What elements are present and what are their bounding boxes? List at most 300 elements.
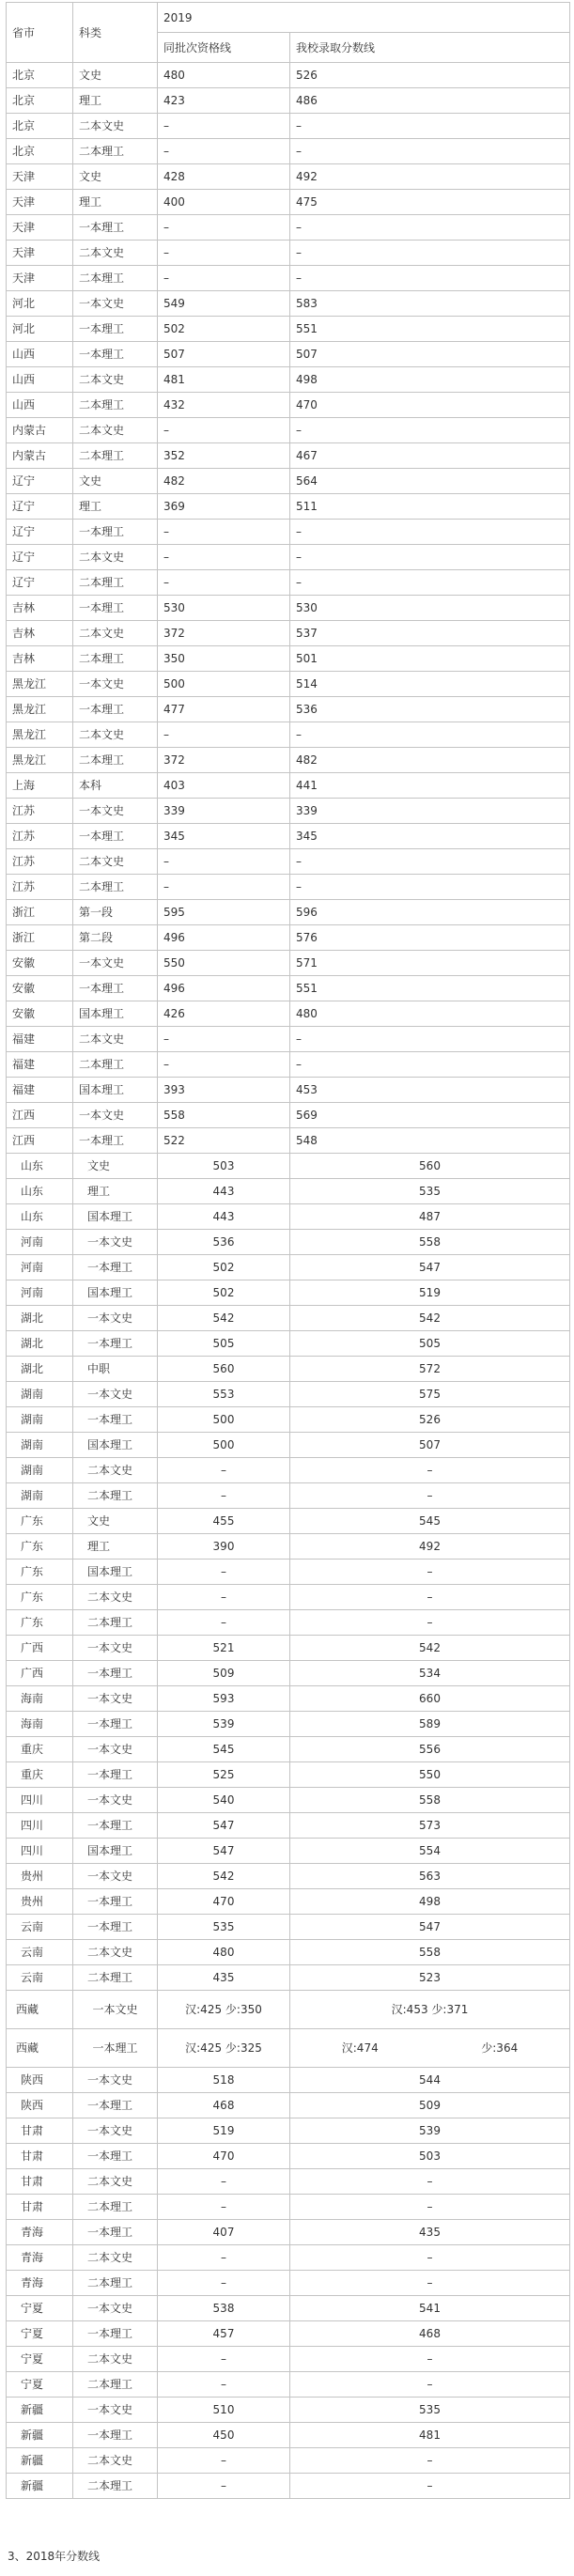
cell-province: 江苏: [7, 849, 73, 875]
cell-admission-line: 548: [290, 1128, 570, 1154]
cell-admission-line: 576: [290, 925, 570, 951]
cell-batch-line: 507: [158, 342, 290, 367]
cell-admission-line: 535: [290, 1179, 570, 1204]
cell-province: 湖南: [7, 1407, 73, 1433]
cell-admission-line: 535: [290, 2398, 570, 2423]
cell-category: 二本理工: [73, 1610, 158, 1636]
cell-province: 山东: [7, 1154, 73, 1179]
cell-province: 湖北: [7, 1331, 73, 1357]
table-row: [7, 164, 570, 190]
cell-province: 山东: [7, 1179, 73, 1204]
cell-category: 理工: [73, 1179, 158, 1204]
cell-province: 云南: [7, 1915, 73, 1940]
table-row: [7, 1103, 570, 1128]
cell-batch-line: –: [158, 1483, 290, 1509]
cell-category: 一本文史: [73, 2398, 158, 2423]
score-table-container: [6, 2, 569, 2499]
cell-batch-line: –: [158, 2448, 290, 2474]
cell-province: 湖南: [7, 1458, 73, 1483]
table-row: [7, 63, 570, 88]
table-row: [7, 1433, 570, 1458]
table-row: [7, 1762, 570, 1788]
table-row: [7, 748, 570, 773]
cell-category: 一本文史: [73, 1686, 158, 1712]
table-row: [7, 1255, 570, 1280]
cell-admission-line: –: [290, 722, 570, 748]
cell-batch-line: 470: [158, 2144, 290, 2169]
cell-admission-line: –: [290, 1027, 570, 1052]
cell-batch-line: –: [158, 1052, 290, 1078]
cell-category: 二本文史: [73, 2347, 158, 2372]
cell-province: 陕西: [7, 2068, 73, 2093]
table-row: [7, 1534, 570, 1560]
cell-admission-line: 660: [290, 1686, 570, 1712]
cell-batch-line: –: [158, 114, 290, 139]
cell-admission-line: 468: [290, 2321, 570, 2347]
table-row: [7, 2474, 570, 2499]
cell-category: 一本理工: [73, 520, 158, 545]
cell-category: 二本理工: [73, 139, 158, 164]
cell-category: 文史: [73, 63, 158, 88]
cell-admission-line: 551: [290, 976, 570, 1001]
table-section-centered-tail: [7, 2068, 570, 2499]
cell-batch-line: 500: [158, 1407, 290, 1433]
cell-admission-line: 550: [290, 1762, 570, 1788]
cell-admission-line: 453: [290, 1078, 570, 1103]
cell-batch-line: 470: [158, 1889, 290, 1915]
cell-admission-line: –: [290, 1610, 570, 1636]
cell-category: 一本理工: [73, 1331, 158, 1357]
table-row: [7, 2271, 570, 2296]
cell-admission-line: 539: [290, 2118, 570, 2144]
cell-category: 一本理工: [73, 215, 158, 241]
cell-category: 国本理工: [73, 1204, 158, 1230]
cell-province: 安徽: [7, 951, 73, 976]
cell-province: 广西: [7, 1636, 73, 1661]
cell-admission-line: [290, 2029, 570, 2068]
cell-admission-line: 571: [290, 951, 570, 976]
cell-category: 一本理工: [73, 1762, 158, 1788]
cell-category: 二本文史: [73, 2169, 158, 2195]
cell-batch-line: –: [158, 2271, 290, 2296]
table-row: [7, 1331, 570, 1357]
cell-category: 一本文史: [73, 1103, 158, 1128]
cell-category: 一本理工: [73, 342, 158, 367]
cell-province: 四川: [7, 1813, 73, 1839]
cell-category: 国本理工: [73, 1839, 158, 1864]
cell-province: 天津: [7, 164, 73, 190]
header-province: 省市: [7, 3, 73, 63]
cell-category: 文史: [73, 1154, 158, 1179]
cell-admission-line: 526: [290, 63, 570, 88]
table-row: [7, 1686, 570, 1712]
cell-admission-line: 558: [290, 1230, 570, 1255]
cell-batch-line: 549: [158, 291, 290, 317]
cell-admission-line: –: [290, 2245, 570, 2271]
table-row: [7, 1509, 570, 1534]
cell-category: 二本理工: [73, 266, 158, 291]
cell-batch-line: 汉:425 少:350: [158, 1991, 290, 2029]
table-row: [7, 2144, 570, 2169]
cell-category: 一本文史: [73, 2118, 158, 2144]
cell-batch-line: 502: [158, 1255, 290, 1280]
cell-category: 二本文史: [73, 1585, 158, 1610]
cell-batch-line: –: [158, 2169, 290, 2195]
cell-province: 新疆: [7, 2474, 73, 2499]
cell-batch-line: 423: [158, 88, 290, 114]
cell-batch-line: –: [158, 2474, 290, 2499]
cell-admission-line: –: [290, 114, 570, 139]
table-row: [7, 1001, 570, 1027]
cell-province: 吉林: [7, 646, 73, 672]
cell-province: 青海: [7, 2271, 73, 2296]
cell-province: 安徽: [7, 1001, 73, 1027]
cell-province: 贵州: [7, 1864, 73, 1889]
cell-batch-line: 560: [158, 1357, 290, 1382]
cell-category: 一本文史: [73, 2296, 158, 2321]
cell-category: 一本理工: [73, 697, 158, 722]
cell-batch-line: –: [158, 722, 290, 748]
cell-province: 云南: [7, 1965, 73, 1991]
cell-category: 二本文史: [73, 114, 158, 139]
table-row: [7, 1889, 570, 1915]
cell-category: 一本文史: [73, 672, 158, 697]
cell-admission-line: 345: [290, 824, 570, 849]
cell-province: 上海: [7, 773, 73, 799]
cell-province: 青海: [7, 2245, 73, 2271]
cell-category: 一本文史: [73, 1737, 158, 1762]
cell-admission-line: 505: [290, 1331, 570, 1357]
cell-category: 一本理工: [73, 1255, 158, 1280]
cell-batch-line: 369: [158, 494, 290, 520]
cell-province: 黑龙江: [7, 722, 73, 748]
cell-batch-line: 539: [158, 1712, 290, 1737]
table-row: [7, 1636, 570, 1661]
cell-province: 四川: [7, 1788, 73, 1813]
table-row: [7, 697, 570, 722]
cell-batch-line: –: [158, 1027, 290, 1052]
cell-province: 江西: [7, 1128, 73, 1154]
cell-category: 一本理工: [73, 1889, 158, 1915]
table-row: [7, 2296, 570, 2321]
cell-category: 一本理工: [73, 1128, 158, 1154]
cell-province: 宁夏: [7, 2296, 73, 2321]
header-admission-line: 我校录取分数线: [290, 33, 570, 63]
cell-batch-line: –: [158, 1610, 290, 1636]
table-row: [7, 824, 570, 849]
cell-batch-line: 468: [158, 2093, 290, 2118]
cell-province: 河北: [7, 291, 73, 317]
cell-batch-line: –: [158, 215, 290, 241]
cell-batch-line: 521: [158, 1636, 290, 1661]
table-row: [7, 773, 570, 799]
cell-category: 二本文史: [73, 1458, 158, 1483]
admission-minority-value: 少:364: [481, 2041, 519, 2055]
cell-admission-line: –: [290, 1585, 570, 1610]
cell-province: 浙江: [7, 900, 73, 925]
cell-province: 青海: [7, 2220, 73, 2245]
cell-batch-line: –: [158, 1458, 290, 1483]
cell-admission-line: 509: [290, 2093, 570, 2118]
cell-province: 陕西: [7, 2093, 73, 2118]
cell-batch-line: 372: [158, 621, 290, 646]
cell-province: 新疆: [7, 2448, 73, 2474]
admission-han-value: 汉:474: [341, 2041, 379, 2055]
cell-batch-line: 450: [158, 2423, 290, 2448]
cell-batch-line: 536: [158, 1230, 290, 1255]
cell-admission-line: –: [290, 1458, 570, 1483]
cell-category: 一本文史: [73, 1382, 158, 1407]
cell-province: 辽宁: [7, 570, 73, 596]
table-row: [7, 88, 570, 114]
cell-category: 一本文史: [73, 1306, 158, 1331]
cell-batch-line: 558: [158, 1103, 290, 1128]
cell-category: 一本文史: [73, 799, 158, 824]
table-row: [7, 1813, 570, 1839]
cell-category: 二本理工: [73, 443, 158, 469]
cell-batch-line: 538: [158, 2296, 290, 2321]
cell-admission-line: 480: [290, 1001, 570, 1027]
table-row: [7, 1737, 570, 1762]
cell-admission-line: –: [290, 849, 570, 875]
cell-batch-line: 403: [158, 773, 290, 799]
header-category: 科类: [73, 3, 158, 63]
table-row: [7, 1027, 570, 1052]
table-row: [7, 1560, 570, 1585]
cell-batch-line: 480: [158, 1940, 290, 1965]
table-row: [7, 1661, 570, 1686]
table-section-tibet: [7, 1991, 570, 2068]
cell-batch-line: –: [158, 875, 290, 900]
cell-category: 二本理工: [73, 393, 158, 418]
cell-batch-line: 542: [158, 1306, 290, 1331]
cell-category: 二本文史: [73, 1027, 158, 1052]
cell-batch-line: –: [158, 2347, 290, 2372]
cell-admission-line: –: [290, 418, 570, 443]
cell-province: 西藏: [7, 2029, 73, 2068]
cell-province: 甘肃: [7, 2195, 73, 2220]
cell-admission-line: 554: [290, 1839, 570, 1864]
cell-batch-line: 477: [158, 697, 290, 722]
cell-province: 西藏: [7, 1991, 73, 2029]
cell-batch-line: 519: [158, 2118, 290, 2144]
cell-province: 内蒙古: [7, 418, 73, 443]
table-row: [7, 1154, 570, 1179]
cell-batch-line: 480: [158, 63, 290, 88]
cell-admission-line: –: [290, 520, 570, 545]
cell-province: 甘肃: [7, 2169, 73, 2195]
cell-province: 广东: [7, 1509, 73, 1534]
cell-province: 山西: [7, 342, 73, 367]
cell-admission-line: 530: [290, 596, 570, 621]
table-row: [7, 621, 570, 646]
cell-admission-line: 汉:453 少:371: [290, 1991, 570, 2029]
cell-admission-line: –: [290, 2372, 570, 2398]
table-row: [7, 1788, 570, 1813]
cell-batch-line: 428: [158, 164, 290, 190]
cell-province: 北京: [7, 63, 73, 88]
cell-province: 北京: [7, 114, 73, 139]
table-row: [7, 2347, 570, 2372]
table-row: [7, 672, 570, 697]
cell-category: 国本理工: [73, 1078, 158, 1103]
cell-batch-line: 443: [158, 1179, 290, 1204]
cell-admission-line: 435: [290, 2220, 570, 2245]
cell-province: 江苏: [7, 875, 73, 900]
cell-province: 内蒙古: [7, 443, 73, 469]
cell-province: 辽宁: [7, 520, 73, 545]
cell-category: 本科: [73, 773, 158, 799]
cell-category: 一本理工: [73, 1661, 158, 1686]
cell-batch-line: –: [158, 1560, 290, 1585]
table-row: [7, 2423, 570, 2448]
cell-category: 一本理工: [73, 1712, 158, 1737]
cell-province: 浙江: [7, 925, 73, 951]
cell-admission-line: 514: [290, 672, 570, 697]
cell-category: 一本理工: [73, 1407, 158, 1433]
cell-admission-line: 542: [290, 1636, 570, 1661]
cell-admission-line: 541: [290, 2296, 570, 2321]
cell-category: 一本理工: [73, 2423, 158, 2448]
table-row: [7, 2195, 570, 2220]
cell-admission-line: 503: [290, 2144, 570, 2169]
table-row: [7, 1357, 570, 1382]
cell-batch-line: 502: [158, 317, 290, 342]
table-row: [7, 291, 570, 317]
cell-category: 二本文史: [73, 849, 158, 875]
cell-admission-line: 583: [290, 291, 570, 317]
cell-category: 一本文史: [73, 951, 158, 976]
cell-admission-line: 544: [290, 2068, 570, 2093]
cell-province: 湖南: [7, 1382, 73, 1407]
cell-category: 二本理工: [73, 570, 158, 596]
table-row: [7, 2029, 570, 2068]
cell-province: 辽宁: [7, 545, 73, 570]
cell-category: 一本理工: [73, 596, 158, 621]
cell-category: 二本理工: [73, 2372, 158, 2398]
cell-admission-line: 564: [290, 469, 570, 494]
table-row: [7, 2093, 570, 2118]
cell-category: 一本文史: [73, 1636, 158, 1661]
cell-batch-line: 400: [158, 190, 290, 215]
cell-batch-line: 530: [158, 596, 290, 621]
cell-category: 理工: [73, 88, 158, 114]
cell-province: 河北: [7, 317, 73, 342]
cell-province: 贵州: [7, 1889, 73, 1915]
cell-category: 国本理工: [73, 1280, 158, 1306]
cell-category: 国本理工: [73, 1433, 158, 1458]
table-row: [7, 1052, 570, 1078]
cell-batch-line: 372: [158, 748, 290, 773]
score-table: [6, 2, 570, 2499]
cell-category: 二本文史: [73, 418, 158, 443]
cell-province: 黑龙江: [7, 672, 73, 697]
cell-category: 二本理工: [73, 2474, 158, 2499]
cell-category: 中职: [73, 1357, 158, 1382]
cell-province: 吉林: [7, 596, 73, 621]
cell-batch-line: 443: [158, 1204, 290, 1230]
cell-batch-line: –: [158, 418, 290, 443]
cell-province: 黑龙江: [7, 748, 73, 773]
cell-admission-line: –: [290, 1560, 570, 1585]
table-row: [7, 1839, 570, 1864]
cell-province: 海南: [7, 1686, 73, 1712]
table-row: [7, 1407, 570, 1433]
cell-admission-line: 482: [290, 748, 570, 773]
cell-admission-line: 501: [290, 646, 570, 672]
cell-batch-line: 496: [158, 976, 290, 1001]
cell-province: 福建: [7, 1052, 73, 1078]
cell-batch-line: 535: [158, 1915, 290, 1940]
cell-province: 新疆: [7, 2398, 73, 2423]
cell-batch-line: 345: [158, 824, 290, 849]
cell-admission-line: –: [290, 241, 570, 266]
cell-admission-line: –: [290, 266, 570, 291]
cell-province: 天津: [7, 215, 73, 241]
cell-batch-line: 518: [158, 2068, 290, 2093]
cell-province: 辽宁: [7, 469, 73, 494]
cell-batch-line: 435: [158, 1965, 290, 1991]
table-row: [7, 646, 570, 672]
table-row: [7, 2398, 570, 2423]
table-row: [7, 1991, 570, 2029]
cell-category: 二本理工: [73, 1965, 158, 1991]
cell-category: 一本理工: [73, 824, 158, 849]
cell-admission-line: 507: [290, 342, 570, 367]
cell-batch-line: 510: [158, 2398, 290, 2423]
header-batch-line: 同批次资格线: [158, 33, 290, 63]
cell-province: 北京: [7, 88, 73, 114]
table-row: [7, 2118, 570, 2144]
cell-batch-line: 550: [158, 951, 290, 976]
table-row: [7, 215, 570, 241]
table-row: [7, 2169, 570, 2195]
cell-category: 二本文史: [73, 2245, 158, 2271]
cell-batch-line: 350: [158, 646, 290, 672]
cell-admission-line: 551: [290, 317, 570, 342]
cell-batch-line: –: [158, 139, 290, 164]
cell-admission-line: 558: [290, 1940, 570, 1965]
cell-province: 吉林: [7, 621, 73, 646]
cell-admission-line: –: [290, 2271, 570, 2296]
cell-category: 二本理工: [73, 646, 158, 672]
section-heading-2018: 3、2018年分数线: [8, 2550, 101, 2563]
cell-admission-line: 475: [290, 190, 570, 215]
cell-batch-line: 393: [158, 1078, 290, 1103]
table-section-centered: [7, 1154, 570, 1991]
table-row: [7, 1280, 570, 1306]
table-row: [7, 1940, 570, 1965]
table-row: [7, 976, 570, 1001]
cell-admission-line: 558: [290, 1788, 570, 1813]
cell-admission-line: 536: [290, 697, 570, 722]
cell-province: 江苏: [7, 799, 73, 824]
table-row: [7, 418, 570, 443]
cell-admission-line: 542: [290, 1306, 570, 1331]
cell-province: 江西: [7, 1103, 73, 1128]
cell-province: 甘肃: [7, 2118, 73, 2144]
cell-batch-line: –: [158, 2245, 290, 2271]
cell-admission-line: –: [290, 1052, 570, 1078]
cell-admission-line: 339: [290, 799, 570, 824]
cell-batch-line: 352: [158, 443, 290, 469]
cell-batch-line: 522: [158, 1128, 290, 1154]
table-row: [7, 849, 570, 875]
cell-province: 宁夏: [7, 2321, 73, 2347]
cell-province: 河南: [7, 1230, 73, 1255]
table-row: [7, 393, 570, 418]
cell-admission-line: 486: [290, 88, 570, 114]
